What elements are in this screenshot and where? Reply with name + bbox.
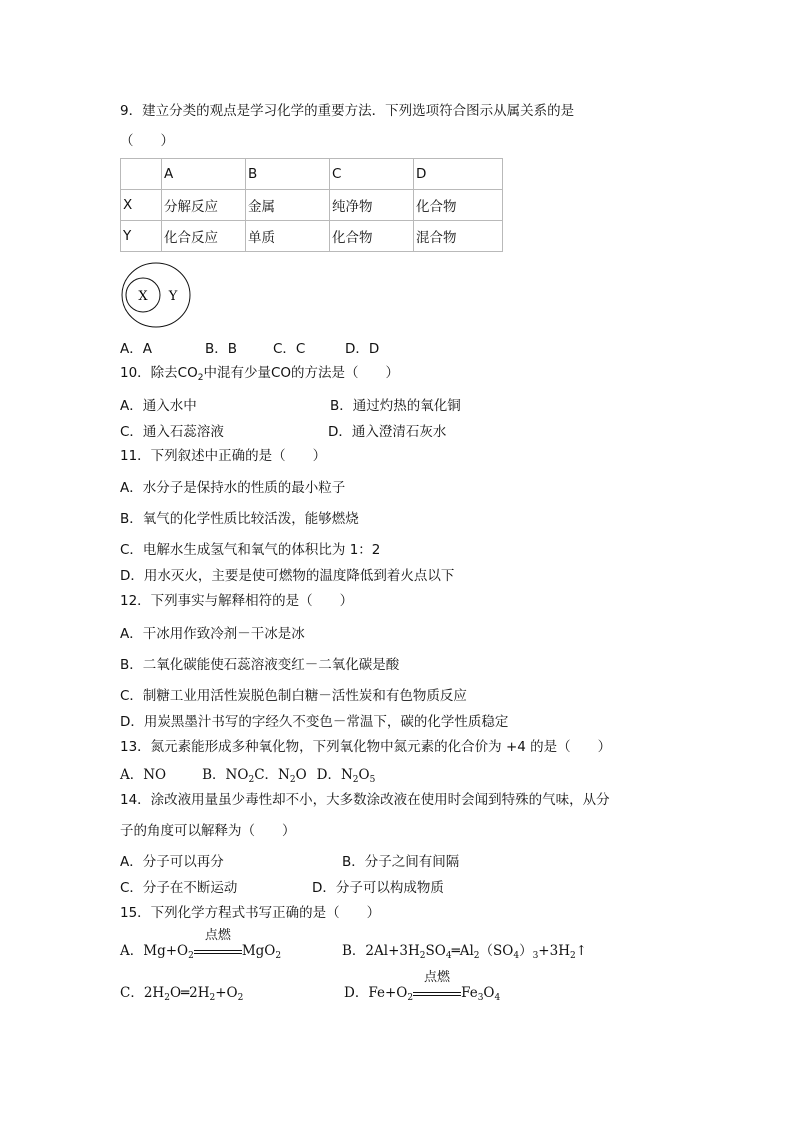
formula-text: Fe bbox=[461, 985, 478, 1001]
q13-option-d bbox=[317, 767, 376, 783]
q9-paren: （ ） bbox=[120, 133, 174, 149]
subscript: 2 bbox=[197, 373, 204, 383]
q10-stem-text: 中混有少量CO的方法是（ ） bbox=[203, 365, 400, 381]
subscript: 2 bbox=[419, 951, 426, 961]
subscript: 2 bbox=[407, 993, 414, 1003]
subscript: 2 bbox=[289, 775, 296, 785]
subscript: 3 bbox=[477, 993, 484, 1003]
q14-stem-line2: 子的角度可以解释为（ ） bbox=[120, 823, 296, 839]
q10-option-a: A．通入水中 bbox=[120, 398, 197, 414]
q12-option-a: A．干冰用作致冷剂－干冰是冰 bbox=[120, 626, 305, 642]
table-cell: C bbox=[330, 159, 414, 190]
formula-text: D．N bbox=[316, 767, 353, 783]
q10-option-b: B．通过灼热的氧化铜 bbox=[330, 398, 461, 414]
q12-option-b: B．二氧化碳能使石蕊溶液变红－二氧化碳是酸 bbox=[120, 657, 400, 673]
table-row bbox=[121, 221, 503, 252]
q13-option-a: A．NO bbox=[120, 767, 167, 783]
table-cell: 混合物 bbox=[414, 221, 503, 252]
table-cell: B bbox=[246, 159, 330, 190]
subscript: 2 bbox=[237, 993, 244, 1003]
q15-stem: 15．下列化学方程式书写正确的是（ ） bbox=[120, 905, 381, 921]
formula-text: O═2H bbox=[169, 985, 210, 1001]
outer-circle bbox=[122, 263, 190, 327]
formula-text: +O bbox=[215, 985, 238, 1001]
q9-option-a: A．A bbox=[120, 341, 152, 357]
formula-text: ） bbox=[519, 943, 533, 959]
q9-option-c: C．C bbox=[273, 341, 306, 357]
reaction-arrow bbox=[194, 928, 242, 960]
q14-option-c: C．分子在不断运动 bbox=[120, 880, 238, 896]
table-cell: 金属 bbox=[246, 190, 330, 221]
subscript: 4 bbox=[445, 951, 452, 961]
q15-option-c bbox=[120, 984, 243, 1002]
formula-text: B．NO bbox=[202, 767, 249, 783]
q9-stem: 9．建立分类的观点是学习化学的重要方法．下列选项符合图示从属关系的是 bbox=[120, 103, 575, 119]
classification-table bbox=[120, 158, 503, 252]
q11-option-d: D．用水灭火，主要是使可燃物的温度降低到着火点以下 bbox=[120, 568, 455, 584]
q10-stem bbox=[120, 364, 399, 382]
q14-option-b: B．分子之间有间隔 bbox=[342, 854, 460, 870]
q15-option-d bbox=[344, 970, 501, 1003]
formula-text: A．Mg+O bbox=[120, 943, 189, 959]
table-cell: 分解反应 bbox=[162, 190, 246, 221]
reaction-condition: 点燃 bbox=[424, 970, 451, 985]
venn-label-x: X bbox=[138, 289, 148, 304]
q12-stem: 12．下列事实与解释相符的是（ ） bbox=[120, 593, 354, 609]
table-cell: D bbox=[414, 159, 503, 190]
subscript: 4 bbox=[513, 951, 520, 961]
formula-text: O bbox=[483, 985, 495, 1001]
table-cell: 化合反应 bbox=[162, 221, 246, 252]
formula-text: ↑ bbox=[575, 943, 588, 959]
reaction-arrow bbox=[413, 970, 461, 1002]
q14-option-a: A．分子可以再分 bbox=[120, 854, 224, 870]
table-header-row bbox=[121, 159, 503, 190]
q15-option-a bbox=[120, 928, 282, 961]
q10-option-d: D．通入澄清石灰水 bbox=[328, 424, 447, 440]
q13-options bbox=[120, 766, 375, 784]
q11-stem: 11．下列叙述中正确的是（ ） bbox=[120, 448, 327, 464]
q11-option-c: C．电解水生成氢气和氧气的体积比为 1：2 bbox=[120, 542, 381, 558]
subscript: 2 bbox=[352, 775, 359, 785]
subscript: 2 bbox=[569, 951, 576, 961]
q13-stem: 13．氮元素能形成多种氧化物，下列氧化物中氮元素的化合价为 +4 的是（ ） bbox=[120, 739, 612, 755]
q14-stem-line1: 14．涂改液用量虽少毒性却不小，大多数涂改液在使用时会闻到特殊的气味，从分 bbox=[120, 792, 610, 808]
q13-option-b bbox=[202, 767, 254, 783]
subscript: 5 bbox=[369, 775, 376, 785]
venn-diagram bbox=[121, 262, 193, 328]
subscript: 2 bbox=[275, 951, 282, 961]
subscript: 2 bbox=[188, 951, 194, 961]
formula-text: （SO bbox=[479, 943, 514, 959]
formula-text: MgO bbox=[241, 943, 276, 959]
reaction-condition: 点燃 bbox=[204, 928, 231, 943]
table-cell: 单质 bbox=[246, 221, 330, 252]
formula-text: +3H bbox=[538, 943, 570, 959]
formula-text: O bbox=[295, 767, 307, 783]
table-cell: 纯净物 bbox=[330, 190, 414, 221]
table-cell: 化合物 bbox=[414, 190, 503, 221]
formula-text: O bbox=[358, 767, 370, 783]
subscript: 2 bbox=[164, 993, 170, 1003]
table-row bbox=[121, 190, 503, 221]
table-cell: A bbox=[162, 159, 246, 190]
q14-option-d: D．分子可以构成物质 bbox=[312, 880, 444, 896]
formula-text: C．2H bbox=[120, 985, 165, 1001]
q10-option-c: C．通入石蕊溶液 bbox=[120, 424, 224, 440]
subscript: 2 bbox=[473, 951, 480, 961]
q15-option-b bbox=[342, 942, 587, 960]
subscript: 2 bbox=[209, 993, 216, 1003]
formula-text: ═Al bbox=[451, 943, 474, 959]
formula-text: SO bbox=[425, 943, 446, 959]
subscript: 3 bbox=[532, 951, 539, 961]
q12-option-d: D．用炭黑墨汁书写的字经久不变色－常温下，碳的化学性质稳定 bbox=[120, 714, 509, 730]
q9-option-b: B．B bbox=[205, 341, 238, 357]
table-cell: Y bbox=[121, 221, 162, 252]
q12-option-c: C．制糖工业用活性炭脱色制白糖－活性炭和有色物质反应 bbox=[120, 688, 467, 704]
q10-stem-text: 10．除去CO bbox=[120, 365, 198, 381]
q13-option-c bbox=[254, 767, 306, 783]
table-cell: X bbox=[121, 190, 162, 221]
subscript: 4 bbox=[494, 993, 501, 1003]
formula-text: D．Fe+O bbox=[344, 985, 408, 1001]
venn-label-y: Y bbox=[168, 289, 178, 304]
q11-option-a: A．水分子是保持水的性质的最小粒子 bbox=[120, 480, 346, 496]
formula-text: B．2Al+3H bbox=[342, 943, 420, 959]
formula-text: C．N bbox=[254, 767, 290, 783]
table-cell bbox=[121, 159, 162, 190]
q11-option-b: B．氧气的化学性质比较活泼，能够燃烧 bbox=[120, 511, 359, 527]
table-cell: 化合物 bbox=[330, 221, 414, 252]
q9-option-d: D．D bbox=[345, 341, 380, 357]
subscript: 2 bbox=[248, 775, 255, 785]
